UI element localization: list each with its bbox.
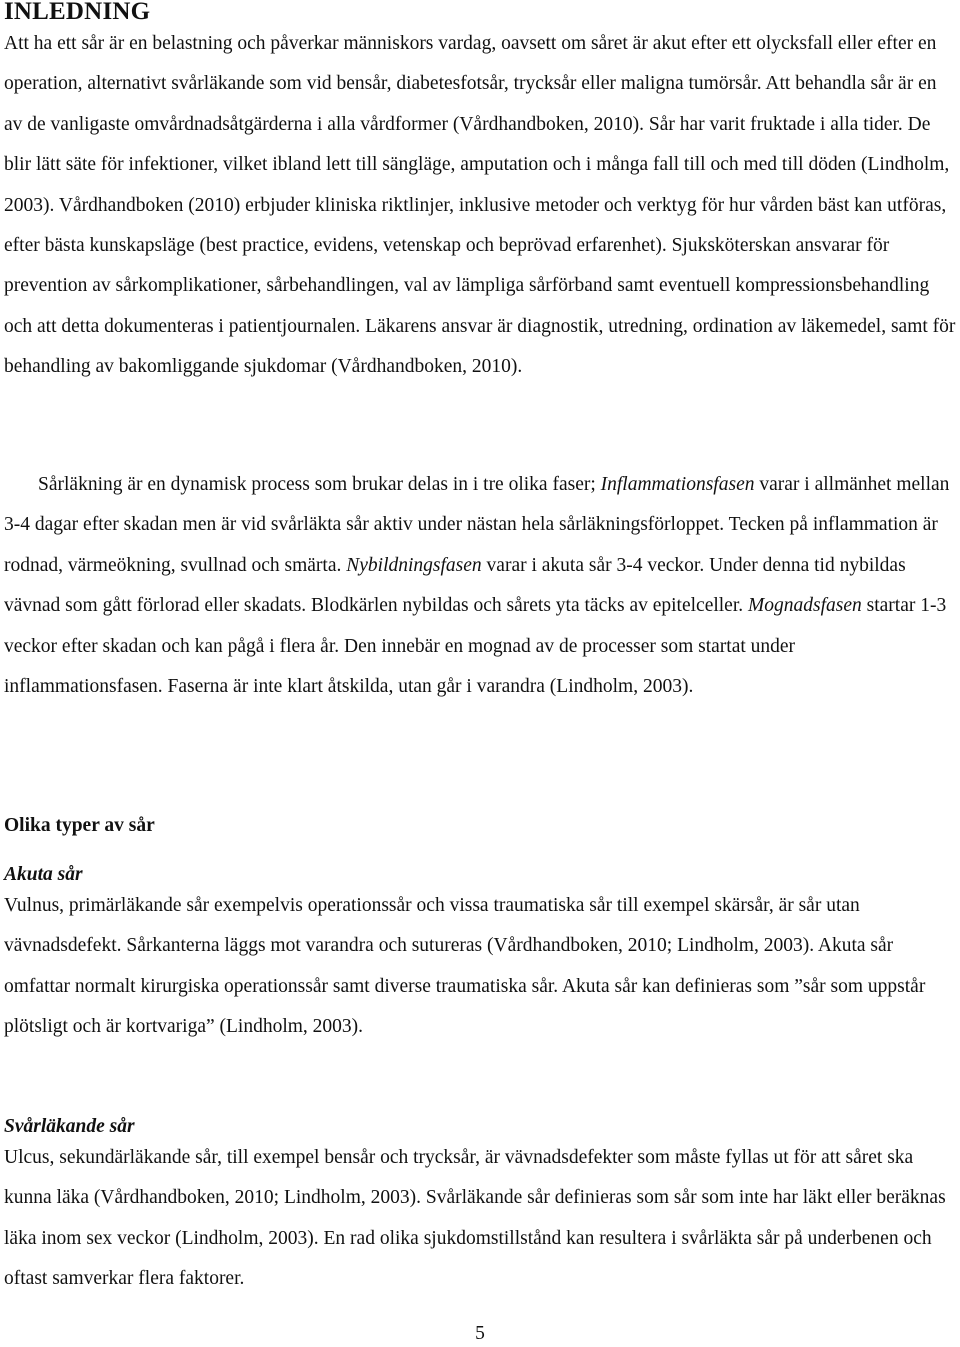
- phase-proliferation: Nybildningsfasen: [346, 554, 482, 576]
- document-page: [4, 0, 956, 1290]
- phase-inflammation: Inflammationsfasen: [600, 474, 755, 495]
- healing-text-4: startar 1-3 veckor efter skadan och kan pågå i flera år. Den innebär en mognad av de processer som startat under inflammationsfasen. Faserna är inte klart åtskilda, utan går i varandra (Lindholm, 2003).: [4, 595, 947, 698]
- chronic-wounds-paragraph: Ulcus, sekundärläkande sår, till exempel bensår och trycksår, är vävnadsdefekter som måste fyllas ut för att såret ska kunna läka (Vårdhandboken, 2010; Lindholm, 2003). Svårläkande sår definieras som sår som inte har läkt eller beräknas läka inom sex veckor (Lindholm, 2003). En rad olika sjukdomstillstånd kan resultera i svårläkta sår på underbenen och oftast samverkar flera faktorer.: [4, 1147, 946, 1290]
- phase-maturation: Mognadsfasen: [748, 595, 862, 617]
- intro-paragraph: Att ha ett sår är en belastning och påverkar människors vardag, oavsett om såret är akut efter ett olycksfall eller efter en operation, alternativt svårläkande som vid bensår, diabetesfotsår, trycksår eller maligna tumörsår. Att behandla sår är en av de vanligaste omvårdnadsåtgärderna i alla vårdformer (Vårdhandboken, 2010). Sår har varit fruktade i alla tider. De blir lätt säte för infektioner, vilket ibland lett till sängläge, amputation och i många fall till och med till döden (Lindholm, 2003). Vårdhandboken (2010) erbjuder kliniska riktlinjer, inklusive metoder och verktyg för hur vården bäst kan utföras, efter bästa kunskapsläge (best practice, evidens, vetenskap och beprövad erfarenhet). Sjuksköterskan ansvarar för prevention av sårkomplikationer, sårbehandlingen, val av lämpliga sårförband samt eventuell kompressionsbehandling och att detta dokumenteras i patientjournalen. Läkarens ansvar är diagnostik, utredning, ordination av läkemedel, samt för behandling av bakomliggande sjukdomar (Vårdhandboken, 2010).: [4, 33, 956, 378]
- healing-text-1: Sårläkning är en dynamisk process som brukar delas in i tre olika faser;: [38, 474, 601, 495]
- chapter-heading: INLEDNING: [4, 0, 151, 25]
- healing-paragraph: [4, 465, 956, 707]
- section-title: Olika typer av sår: [4, 815, 155, 836]
- chronic-wounds-title: Svårläkande sår: [4, 1116, 135, 1137]
- healing-text-2: varar i allmänhet mellan 3-4 dagar efter skadan men är vid svårläkta sår aktiv under nästan hela sårläkningsförloppet. Tecken på inflammation är rodnad, värmeökning, svullnad och smärta.: [4, 474, 950, 576]
- acute-wounds-title: Akuta sår: [4, 864, 83, 885]
- acute-wounds-paragraph: Vulnus, primärläkande sår exempelvis operationssår och vissa traumatiska sår till exempel skärsår, är sår utan vävnadsdefekt. Sårkanterna läggs mot varandra och sutureras (Vårdhandboken, 2010; Lindholm, 2003). Akuta sår omfattar normalt kirurgiska operationssår samt diverse traumatiska sår. Akuta sår kan definieras som ”sår som uppstår plötsligt och är kortvariga” (Lindholm, 2003).: [4, 895, 926, 1038]
- page-number: 5: [475, 1323, 485, 1344]
- healing-text-3: varar i akuta sår 3-4 veckor. Under denna tid nybildas vävnad som gått förlorad eller skadats. Blodkärlen nybildas och sårets yta täcks av epitelceller.: [4, 554, 906, 617]
